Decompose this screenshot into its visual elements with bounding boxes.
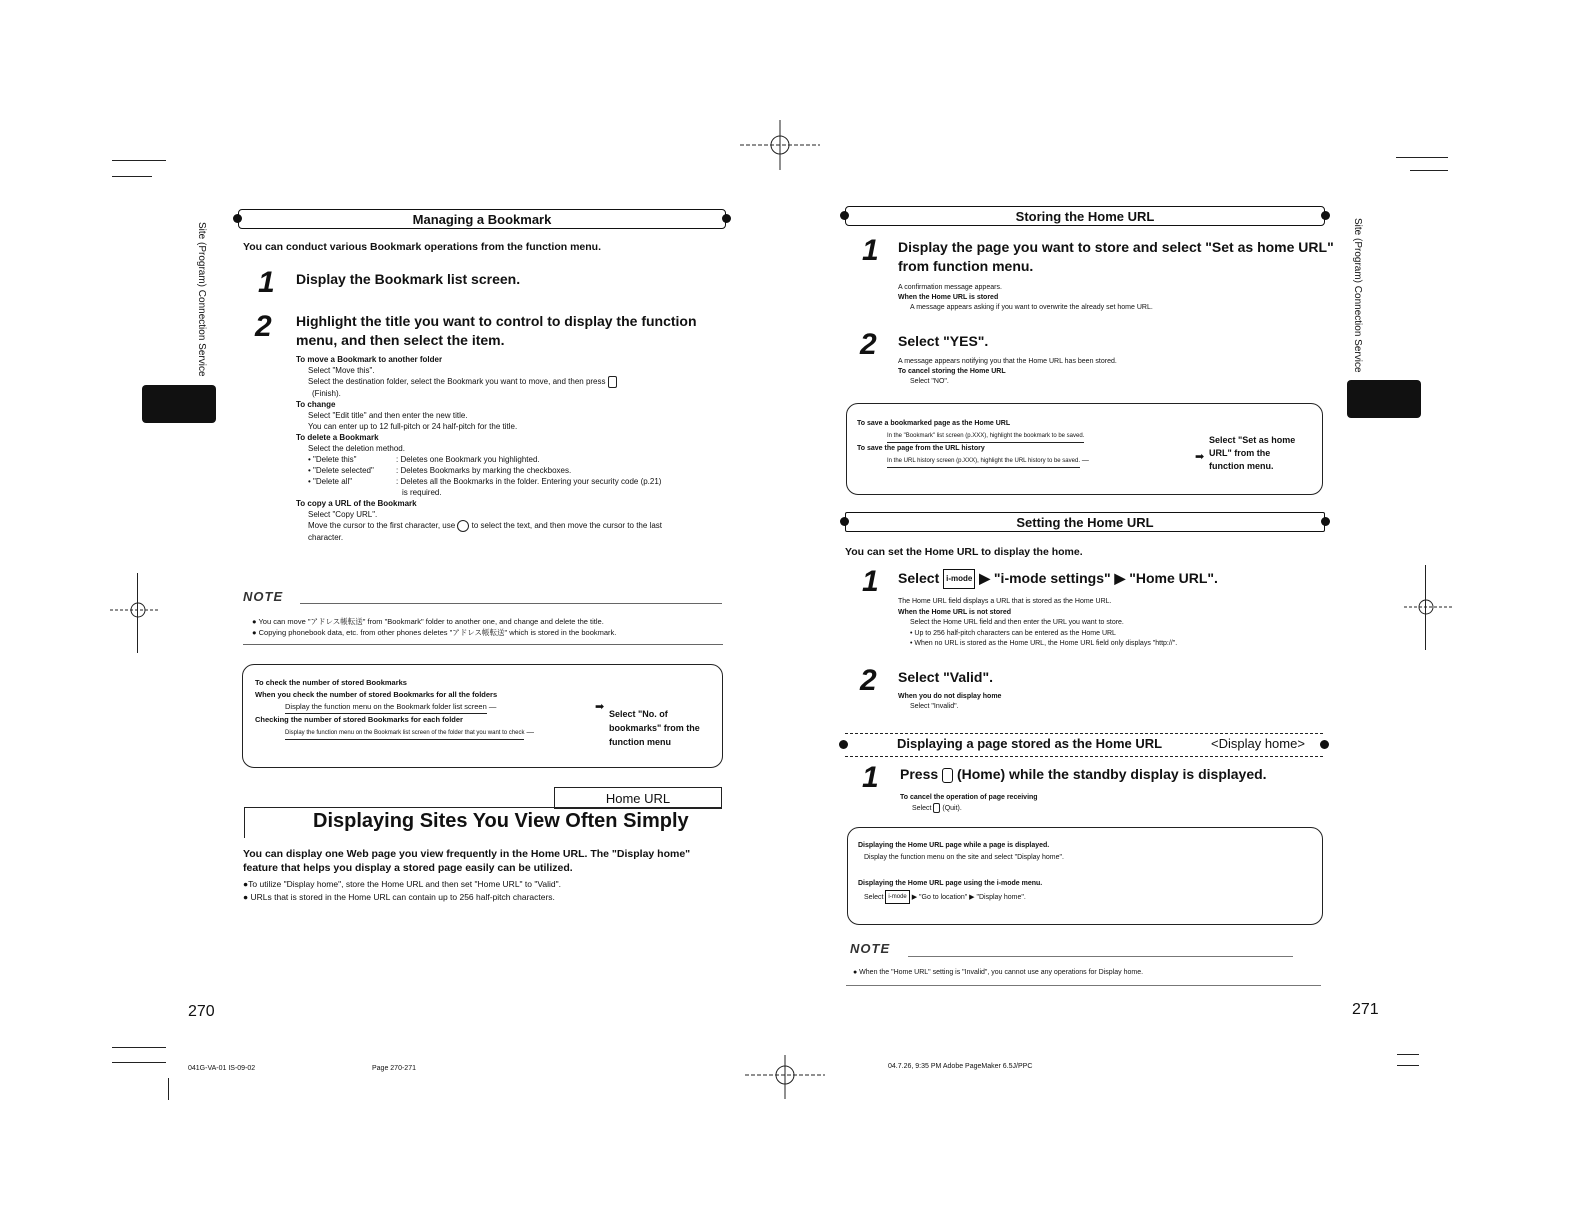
- displaying-title-right: <Display home>: [1211, 736, 1305, 751]
- displaying-box-t2: Displaying the Home URL page using the i-mode menu.: [858, 880, 1043, 887]
- setting-s1c: Select the Home URL field and then enter the URL you want to store.: [910, 619, 1124, 626]
- left-footer-id: 041G-VA-01 IS-09-02: [188, 1065, 256, 1072]
- imode-key-icon: i-mode: [943, 569, 975, 589]
- setting-s1b: When the Home URL is not stored: [898, 608, 1012, 616]
- change-l1: Select "Edit title" and then enter the new title.: [308, 411, 468, 420]
- displaying-box-t1: Displaying the Home URL page while a page is displayed.: [858, 842, 1050, 849]
- main-bullet-2: ● URLs that is stored in the Home URL can contain up to 256 half-pitch characters.: [243, 892, 555, 902]
- box-check-r2: Checking the number of stored Bookmarks for each folder: [255, 715, 463, 724]
- main-intro-1: You can display one Web page you view frequently in the Home URL. The "Display home": [243, 848, 691, 860]
- copy-l4: character.: [308, 533, 344, 542]
- managing-step2-line2: menu, and then select the item.: [296, 332, 505, 348]
- setting-step2-number: 2: [860, 664, 877, 697]
- storing-box-r3: function menu.: [1209, 461, 1274, 471]
- main-intro-2: feature that helps you display a stored page easily can be utilized.: [243, 862, 573, 874]
- setting-s2a: When you do not display home: [898, 693, 1002, 700]
- left-sidebar-label: Site (Program) Connection Service: [196, 222, 207, 377]
- managing-step2-line1: Highlight the title you want to control to display the function: [296, 313, 697, 329]
- delete-title: To delete a Bookmark: [296, 433, 379, 442]
- storing-box-r2: URL" from the: [1209, 448, 1271, 458]
- box-check-title: To check the number of stored Bookmarks: [255, 678, 407, 687]
- storing-s1b: When the Home URL is stored: [898, 294, 999, 301]
- storing-s1a: A confirmation message appears.: [898, 284, 1002, 291]
- setting-step2-details: [898, 692, 1001, 712]
- managing-step2-number: 2: [255, 310, 272, 343]
- multi-cursor-icon: [457, 520, 469, 532]
- storing-step2-details: [898, 357, 1117, 387]
- del-this-val: : Deletes one Bookmark you highlighted.: [396, 455, 540, 464]
- note-right-1: ● When the "Home URL" setting is "Invalid", you cannot use any operations for Display home.: [853, 969, 1144, 976]
- move-l3: (Finish).: [312, 389, 341, 398]
- setting-s1d: • Up to 256 half-pitch characters can be entered as the Home URL: [910, 629, 1116, 637]
- registration-mark-top: [740, 120, 820, 170]
- setting-title: Setting the Home URL: [1016, 514, 1154, 530]
- move-l2: Select the destination folder, select the Bookmark you want to move, and then press: [308, 377, 606, 387]
- delete-l1: Select the deletion method.: [308, 444, 405, 453]
- note-left-1: ● You can move "アドレス帳転送" from "Bookmark" folder to another one, and change and delete the title.: [252, 617, 604, 626]
- setting-step1-a: Select: [898, 570, 940, 586]
- box-check-right2: bookmarks" from the: [609, 723, 700, 733]
- move-l1: Select "Move this".: [308, 366, 375, 375]
- left-page-number: 270: [188, 1003, 215, 1020]
- del-sel-key: • "Delete selected": [308, 466, 374, 475]
- storing-step1-details: [898, 283, 1153, 313]
- home-url-tag: Home URL: [554, 787, 722, 809]
- displaying-step1-b: (Home) while the standby display is displayed.: [956, 766, 1267, 782]
- displaying-step1-details: [900, 792, 1038, 814]
- main-bullet-1: ●To utilize "Display home", store the Home URL and then set "Home URL" to "Valid".: [243, 879, 562, 889]
- box-check-r1b: Display the function menu on the Bookmark folder list screen: [285, 701, 487, 714]
- arrow-right-icon: ➡: [595, 701, 605, 713]
- setting-step1-number: 1: [862, 565, 879, 598]
- check-bookmarks-box: To check the number of stored Bookmarks When you check the number of stored Bookmarks for all the folders Display the function menu on the Bookmark folder list screen — Checking the number of stored Bookmarks for each folder Display the function menu on the Bookmark list screen of the folder that you want to check — ➡ Select "No. of bookmarks" from the function menu: [242, 664, 723, 768]
- storing-box-r1: Select "Set as home: [1209, 435, 1296, 445]
- move-title: To move a Bookmark to another folder: [296, 355, 443, 364]
- managing-intro: You can conduct various Bookmark operations from the function menu.: [243, 241, 602, 253]
- note-left: [252, 616, 722, 638]
- displaying-header: [845, 733, 1323, 757]
- setting-s2b: Select "Invalid".: [910, 703, 959, 710]
- right-page-number: 271: [1352, 1001, 1379, 1018]
- key-icon: [933, 803, 940, 813]
- displaying-step1-number: 1: [862, 761, 879, 794]
- displaying-box-t2a: Select: [864, 893, 884, 901]
- managing-step1-text: Display the Bookmark list screen.: [296, 271, 521, 287]
- managing-bookmark-header: [238, 209, 726, 229]
- displaying-step1: [900, 765, 1267, 783]
- storing-box: To save a bookmarked page as the Home URL In the "Bookmark" list screen (p.XXX), highlight the bookmark to be saved. To save the page from the URL history In the URL history screen (p.XXX), highlight the URL history to be saved. — ➡ Select "Set as home URL" from the function menu.: [846, 403, 1323, 495]
- storing-box-t1b: In the "Bookmark" list screen (p.XXX), highlight the bookmark to be saved.: [887, 430, 1084, 443]
- displaying-title: Displaying a page stored as the Home URL: [897, 736, 1163, 751]
- copy-l3: to select the text, and then move the cursor to the last: [471, 521, 662, 531]
- storing-home-url-header: [845, 206, 1325, 226]
- setting-home-url-header: [845, 512, 1325, 532]
- displaying-s1b: Select: [912, 805, 932, 812]
- storing-step2-number: 2: [860, 328, 877, 361]
- main-title: Displaying Sites You View Often Simply: [313, 810, 689, 832]
- setting-step1-details: [898, 597, 1177, 650]
- managing-bookmark-title: Managing a Bookmark: [412, 211, 552, 227]
- registration-mark-bottom: [745, 1055, 825, 1099]
- storing-box-t1: To save a bookmarked page as the Home URL: [857, 420, 1011, 427]
- setting-step2: Select "Valid".: [898, 669, 993, 685]
- key-icon: [608, 376, 617, 388]
- displaying-step1-a: Press: [900, 766, 939, 782]
- box-check-r1: When you check the number of stored Bookmarks for all the folders: [255, 690, 498, 699]
- copy-title: To copy a URL of the Bookmark: [296, 499, 417, 508]
- displaying-s1c: (Quit).: [942, 805, 962, 812]
- main-bullets: [243, 878, 561, 904]
- del-this-key: • "Delete this": [308, 455, 357, 464]
- storing-step2: Select "YES".: [898, 333, 989, 349]
- right-sidebar-label: Site (Program) Connection Service: [1352, 218, 1363, 373]
- right-section-tab: [1347, 380, 1421, 418]
- note-left-2: ● Copying phonebook data, etc. from other phones deletes "アドレス帳転送" which is stored in the bookmark.: [252, 628, 617, 637]
- managing-step2-details: [296, 354, 726, 543]
- storing-box-t2: To save the page from the URL history: [857, 445, 985, 452]
- left-footer-page: Page 270-271: [372, 1065, 416, 1072]
- registration-mark-left: [110, 595, 160, 625]
- displaying-box-t2b: ▶ "Go to location" ▶ "Display home".: [911, 893, 1026, 901]
- storing-s2c: Select "NO".: [910, 378, 949, 385]
- storing-step1-l2: from function menu.: [898, 258, 1034, 274]
- box-check-right1: Select "No. of: [609, 709, 668, 719]
- box-check-r2b: Display the function menu on the Bookmark list screen of the folder that you want to check: [285, 727, 524, 740]
- main-intro: [243, 847, 690, 875]
- del-all-val: : Deletes all the Bookmarks in the folder. Entering your security code (p.21): [396, 477, 662, 486]
- displaying-box-t1b: Display the function menu on the site and select "Display home".: [864, 854, 1064, 861]
- right-footer: 04.7.26, 9:35 PM Adobe PageMaker 6.5J/PPC: [888, 1063, 1033, 1070]
- storing-s2b: To cancel storing the Home URL: [898, 368, 1006, 375]
- setting-step1-b: ▶ "i-mode settings" ▶ "Home URL".: [979, 570, 1218, 586]
- storing-s2a: A message appears notifying you that the Home URL has been stored.: [898, 358, 1117, 365]
- copy-l1: Select "Copy URL".: [308, 510, 378, 519]
- arrow-right-icon: ➡: [1195, 451, 1205, 463]
- setting-s1e: • When no URL is stored as the Home URL, the Home URL field only displays "http://".: [910, 640, 1178, 647]
- storing-step1-number: 1: [862, 234, 879, 267]
- storing-box-t2b: In the URL history screen (p.XXX), highlight the URL history to be saved.: [887, 455, 1080, 468]
- setting-s1a: The Home URL field displays a URL that is stored as the Home URL.: [898, 598, 1112, 605]
- setting-intro: You can set the Home URL to display the home.: [845, 546, 1083, 558]
- change-l2: You can enter up to 12 full-pitch or 24 half-pitch for the title.: [308, 422, 518, 431]
- change-title: To change: [296, 400, 336, 409]
- storing-title: Storing the Home URL: [1015, 208, 1155, 224]
- del-all-val2: is required.: [402, 488, 442, 497]
- del-all-key: • "Delete all": [308, 477, 353, 486]
- del-sel-val: : Deletes Bookmarks by marking the checkboxes.: [396, 466, 572, 475]
- note-icon: NOTE: [243, 589, 284, 604]
- storing-s1c: A message appears asking if you want to overwrite the already set home URL.: [910, 304, 1153, 311]
- managing-step1-number: 1: [258, 266, 275, 299]
- home-key-icon: [942, 768, 953, 783]
- left-section-tab: [142, 385, 216, 423]
- registration-mark-right: [1404, 592, 1454, 622]
- copy-l2: Move the cursor to the first character, use: [308, 521, 456, 531]
- note-icon: NOTE: [850, 941, 891, 956]
- storing-step1-l1: Display the page you want to store and select "Set as home URL": [898, 239, 1334, 255]
- setting-step1: [898, 569, 1218, 589]
- imode-key-icon-small: i-mode: [885, 890, 909, 904]
- box-check-right3: function menu: [609, 737, 671, 747]
- displaying-box: [847, 827, 1323, 925]
- displaying-s1a: To cancel the operation of page receiving: [900, 794, 1038, 801]
